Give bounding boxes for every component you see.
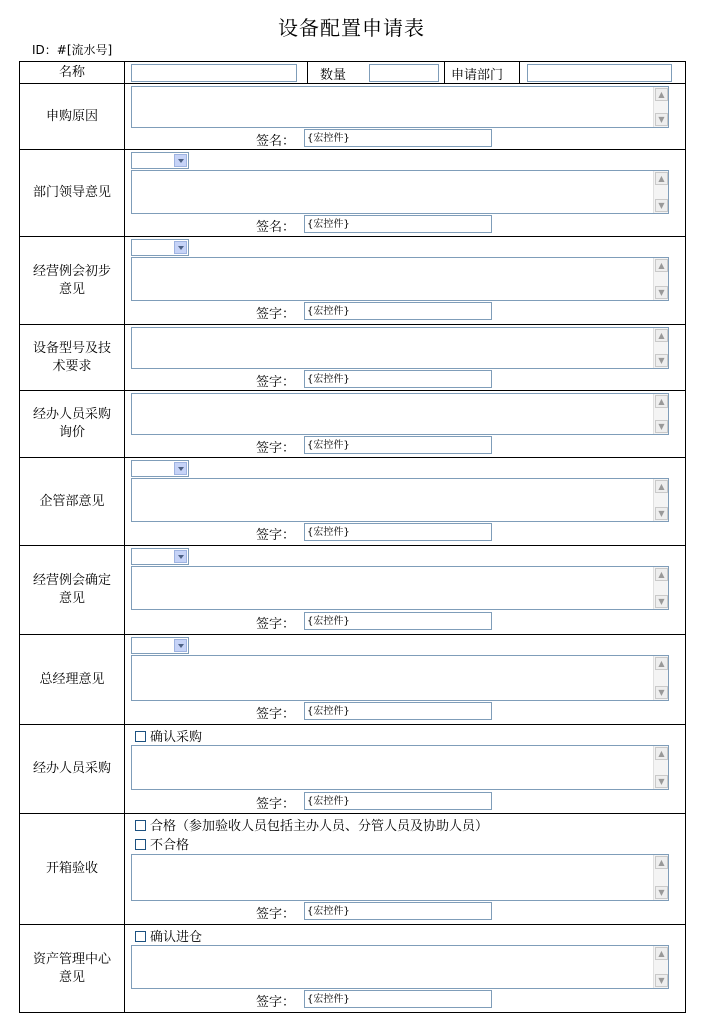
- form-title: 设备配置申请表: [278, 16, 425, 40]
- opinion-select[interactable]: [131, 460, 189, 477]
- row-content-cell: [125, 546, 686, 635]
- row-content-cell: [125, 814, 686, 925]
- signature-label: 签字：: [256, 797, 296, 812]
- inquiry-textarea[interactable]: [131, 393, 669, 435]
- signature-field[interactable]: {宏控件}: [304, 436, 492, 454]
- signature-label: 签字：: [256, 995, 296, 1010]
- confirm-purchase-checkbox[interactable]: [135, 726, 202, 745]
- opinion-textarea[interactable]: [131, 655, 669, 701]
- signature-field[interactable]: {宏控件}: [304, 990, 492, 1008]
- scrollbar[interactable]: [653, 567, 668, 609]
- row-label: 总经理意见: [39, 671, 105, 687]
- scroll-up-icon[interactable]: ▲: [655, 747, 668, 760]
- row-label: 开箱验收: [45, 861, 98, 876]
- signature-label: 签名：: [256, 220, 296, 235]
- scrollbar[interactable]: [653, 394, 668, 434]
- signature-label: 签字：: [256, 907, 296, 922]
- divider: [444, 62, 445, 83]
- row-content-cell: [125, 635, 686, 725]
- row-content-cell: [125, 391, 686, 458]
- row-content-cell: [125, 325, 686, 391]
- scroll-up-icon[interactable]: ▲: [655, 172, 668, 185]
- scroll-down-icon[interactable]: ▼: [655, 686, 668, 699]
- dept-label: 申请部门: [451, 68, 504, 83]
- checkbox-icon[interactable]: [135, 820, 146, 831]
- signature-label: 签名：: [256, 134, 296, 149]
- row-label-cell: [20, 814, 125, 925]
- row-label-cell: [20, 84, 125, 150]
- signature-field[interactable]: {宏控件}: [304, 302, 492, 320]
- name-label: 名称: [58, 64, 85, 80]
- row-label-cell: [20, 391, 125, 458]
- scroll-down-icon[interactable]: ▼: [655, 775, 668, 788]
- signature-field[interactable]: {宏控件}: [304, 215, 492, 233]
- signature-field[interactable]: {宏控件}: [304, 523, 492, 541]
- scrollbar[interactable]: [653, 656, 668, 700]
- checkbox-icon[interactable]: [135, 839, 146, 850]
- scroll-up-icon[interactable]: ▲: [655, 259, 668, 272]
- signature-label: 签字：: [256, 441, 296, 456]
- row-label-cell: [20, 925, 125, 1013]
- row-label-cell: [20, 458, 125, 546]
- opinion-select[interactable]: [131, 152, 189, 169]
- scrollbar[interactable]: [653, 258, 668, 300]
- row-content-cell: [125, 725, 686, 814]
- scroll-up-icon[interactable]: ▲: [655, 480, 668, 493]
- signature-field[interactable]: {宏控件}: [304, 702, 492, 720]
- row-label: 资产管理中心意见: [32, 951, 111, 985]
- row-label: 部门领导意见: [32, 185, 111, 200]
- checkbox-label: 不合格: [150, 838, 190, 853]
- scroll-down-icon[interactable]: ▼: [655, 420, 668, 433]
- chevron-down-icon[interactable]: [174, 550, 187, 563]
- scrollbar[interactable]: [653, 171, 668, 213]
- scroll-up-icon[interactable]: ▲: [655, 329, 668, 342]
- scrollbar[interactable]: [653, 479, 668, 521]
- checkbox-label: 确认进仓: [150, 930, 203, 945]
- scroll-down-icon[interactable]: ▼: [655, 974, 668, 987]
- reason-textarea[interactable]: [131, 86, 669, 128]
- row-content-cell: [125, 925, 686, 1013]
- scrollbar[interactable]: [653, 855, 668, 900]
- row-label: 经营例会确定意见: [32, 573, 111, 606]
- signature-label: 签字：: [256, 307, 296, 322]
- row-label: 设备型号及技术要求: [32, 340, 111, 374]
- name-label-cell: [20, 62, 125, 84]
- asset-textarea[interactable]: [131, 945, 669, 989]
- row-label: 经营例会初步意见: [32, 263, 111, 297]
- signature-label: 签字：: [256, 707, 296, 722]
- row-content-cell: [125, 458, 686, 546]
- signature-label: 签字：: [256, 528, 296, 543]
- scroll-down-icon[interactable]: ▼: [655, 286, 668, 299]
- scroll-down-icon[interactable]: ▼: [655, 886, 668, 899]
- opinion-textarea[interactable]: [131, 566, 669, 610]
- qty-input[interactable]: [369, 64, 439, 82]
- scroll-up-icon[interactable]: ▲: [655, 395, 668, 408]
- scroll-up-icon[interactable]: ▲: [655, 856, 668, 869]
- opinion-textarea[interactable]: [131, 170, 669, 214]
- confirm-storage-checkbox[interactable]: [135, 926, 202, 945]
- checkbox-label: 合格（参加验收人员包括主办人员、分管人员及协助人员）: [150, 819, 489, 834]
- row-label-cell: [20, 150, 125, 237]
- row-label: 申购原因: [45, 108, 98, 124]
- opinion-textarea[interactable]: [131, 257, 669, 301]
- row-content-cell: [125, 237, 686, 325]
- purchase-textarea[interactable]: [131, 745, 669, 790]
- scroll-up-icon[interactable]: ▲: [655, 657, 668, 670]
- spec-textarea[interactable]: [131, 327, 669, 369]
- signature-field[interactable]: {宏控件}: [304, 612, 492, 630]
- name-input[interactable]: [131, 64, 297, 82]
- scroll-down-icon[interactable]: ▼: [655, 199, 668, 212]
- scrollbar[interactable]: [653, 746, 668, 789]
- opinion-select[interactable]: [131, 637, 189, 654]
- unqualified-checkbox[interactable]: [135, 834, 189, 853]
- scroll-down-icon[interactable]: ▼: [655, 595, 668, 608]
- scroll-up-icon[interactable]: ▲: [655, 88, 668, 101]
- row-label: 企管部意见: [39, 493, 105, 509]
- scrollbar[interactable]: [653, 328, 668, 368]
- row-label: 经办人员采购询价: [32, 407, 111, 440]
- inspection-textarea[interactable]: [131, 854, 669, 901]
- header-fields-cell: [125, 62, 686, 84]
- divider: [307, 62, 308, 83]
- signature-label: 签字：: [256, 617, 296, 632]
- application-form: [19, 61, 686, 1013]
- signature-field[interactable]: {宏控件}: [304, 792, 492, 810]
- checkbox-icon[interactable]: [135, 931, 146, 942]
- scroll-down-icon[interactable]: ▼: [655, 507, 668, 520]
- signature-field[interactable]: {宏控件}: [304, 129, 492, 147]
- signature-field[interactable]: {宏控件}: [304, 902, 492, 920]
- dept-input[interactable]: [527, 64, 672, 82]
- signature-field[interactable]: {宏控件}: [304, 370, 492, 388]
- scroll-down-icon[interactable]: ▼: [655, 354, 668, 367]
- divider: [519, 62, 520, 83]
- row-label: 经办人员采购: [32, 761, 111, 776]
- serial-number: ID：#[流水号]: [32, 43, 113, 57]
- opinion-select[interactable]: [131, 548, 189, 565]
- opinion-select[interactable]: [131, 239, 189, 256]
- row-label-cell: [20, 725, 125, 814]
- chevron-down-icon[interactable]: [174, 462, 187, 475]
- scrollbar[interactable]: [653, 87, 668, 127]
- row-label-cell: [20, 237, 125, 325]
- row-label-cell: [20, 635, 125, 725]
- row-label-cell: [20, 325, 125, 391]
- chevron-down-icon[interactable]: [174, 154, 187, 167]
- qty-label: 数量: [320, 68, 347, 83]
- checkbox-icon[interactable]: [135, 731, 146, 742]
- row-label-cell: [20, 546, 125, 635]
- opinion-textarea[interactable]: [131, 478, 669, 522]
- scroll-up-icon[interactable]: ▲: [655, 568, 668, 581]
- chevron-down-icon[interactable]: [174, 241, 187, 254]
- checkbox-label: 确认采购: [150, 730, 203, 745]
- row-content-cell: [125, 84, 686, 150]
- row-content-cell: [125, 150, 686, 237]
- scroll-up-icon[interactable]: ▲: [655, 947, 668, 960]
- scroll-down-icon[interactable]: ▼: [655, 113, 668, 126]
- qualified-checkbox[interactable]: [135, 815, 488, 834]
- scrollbar[interactable]: [653, 946, 668, 988]
- chevron-down-icon[interactable]: [174, 639, 187, 652]
- signature-label: 签字：: [256, 375, 296, 390]
